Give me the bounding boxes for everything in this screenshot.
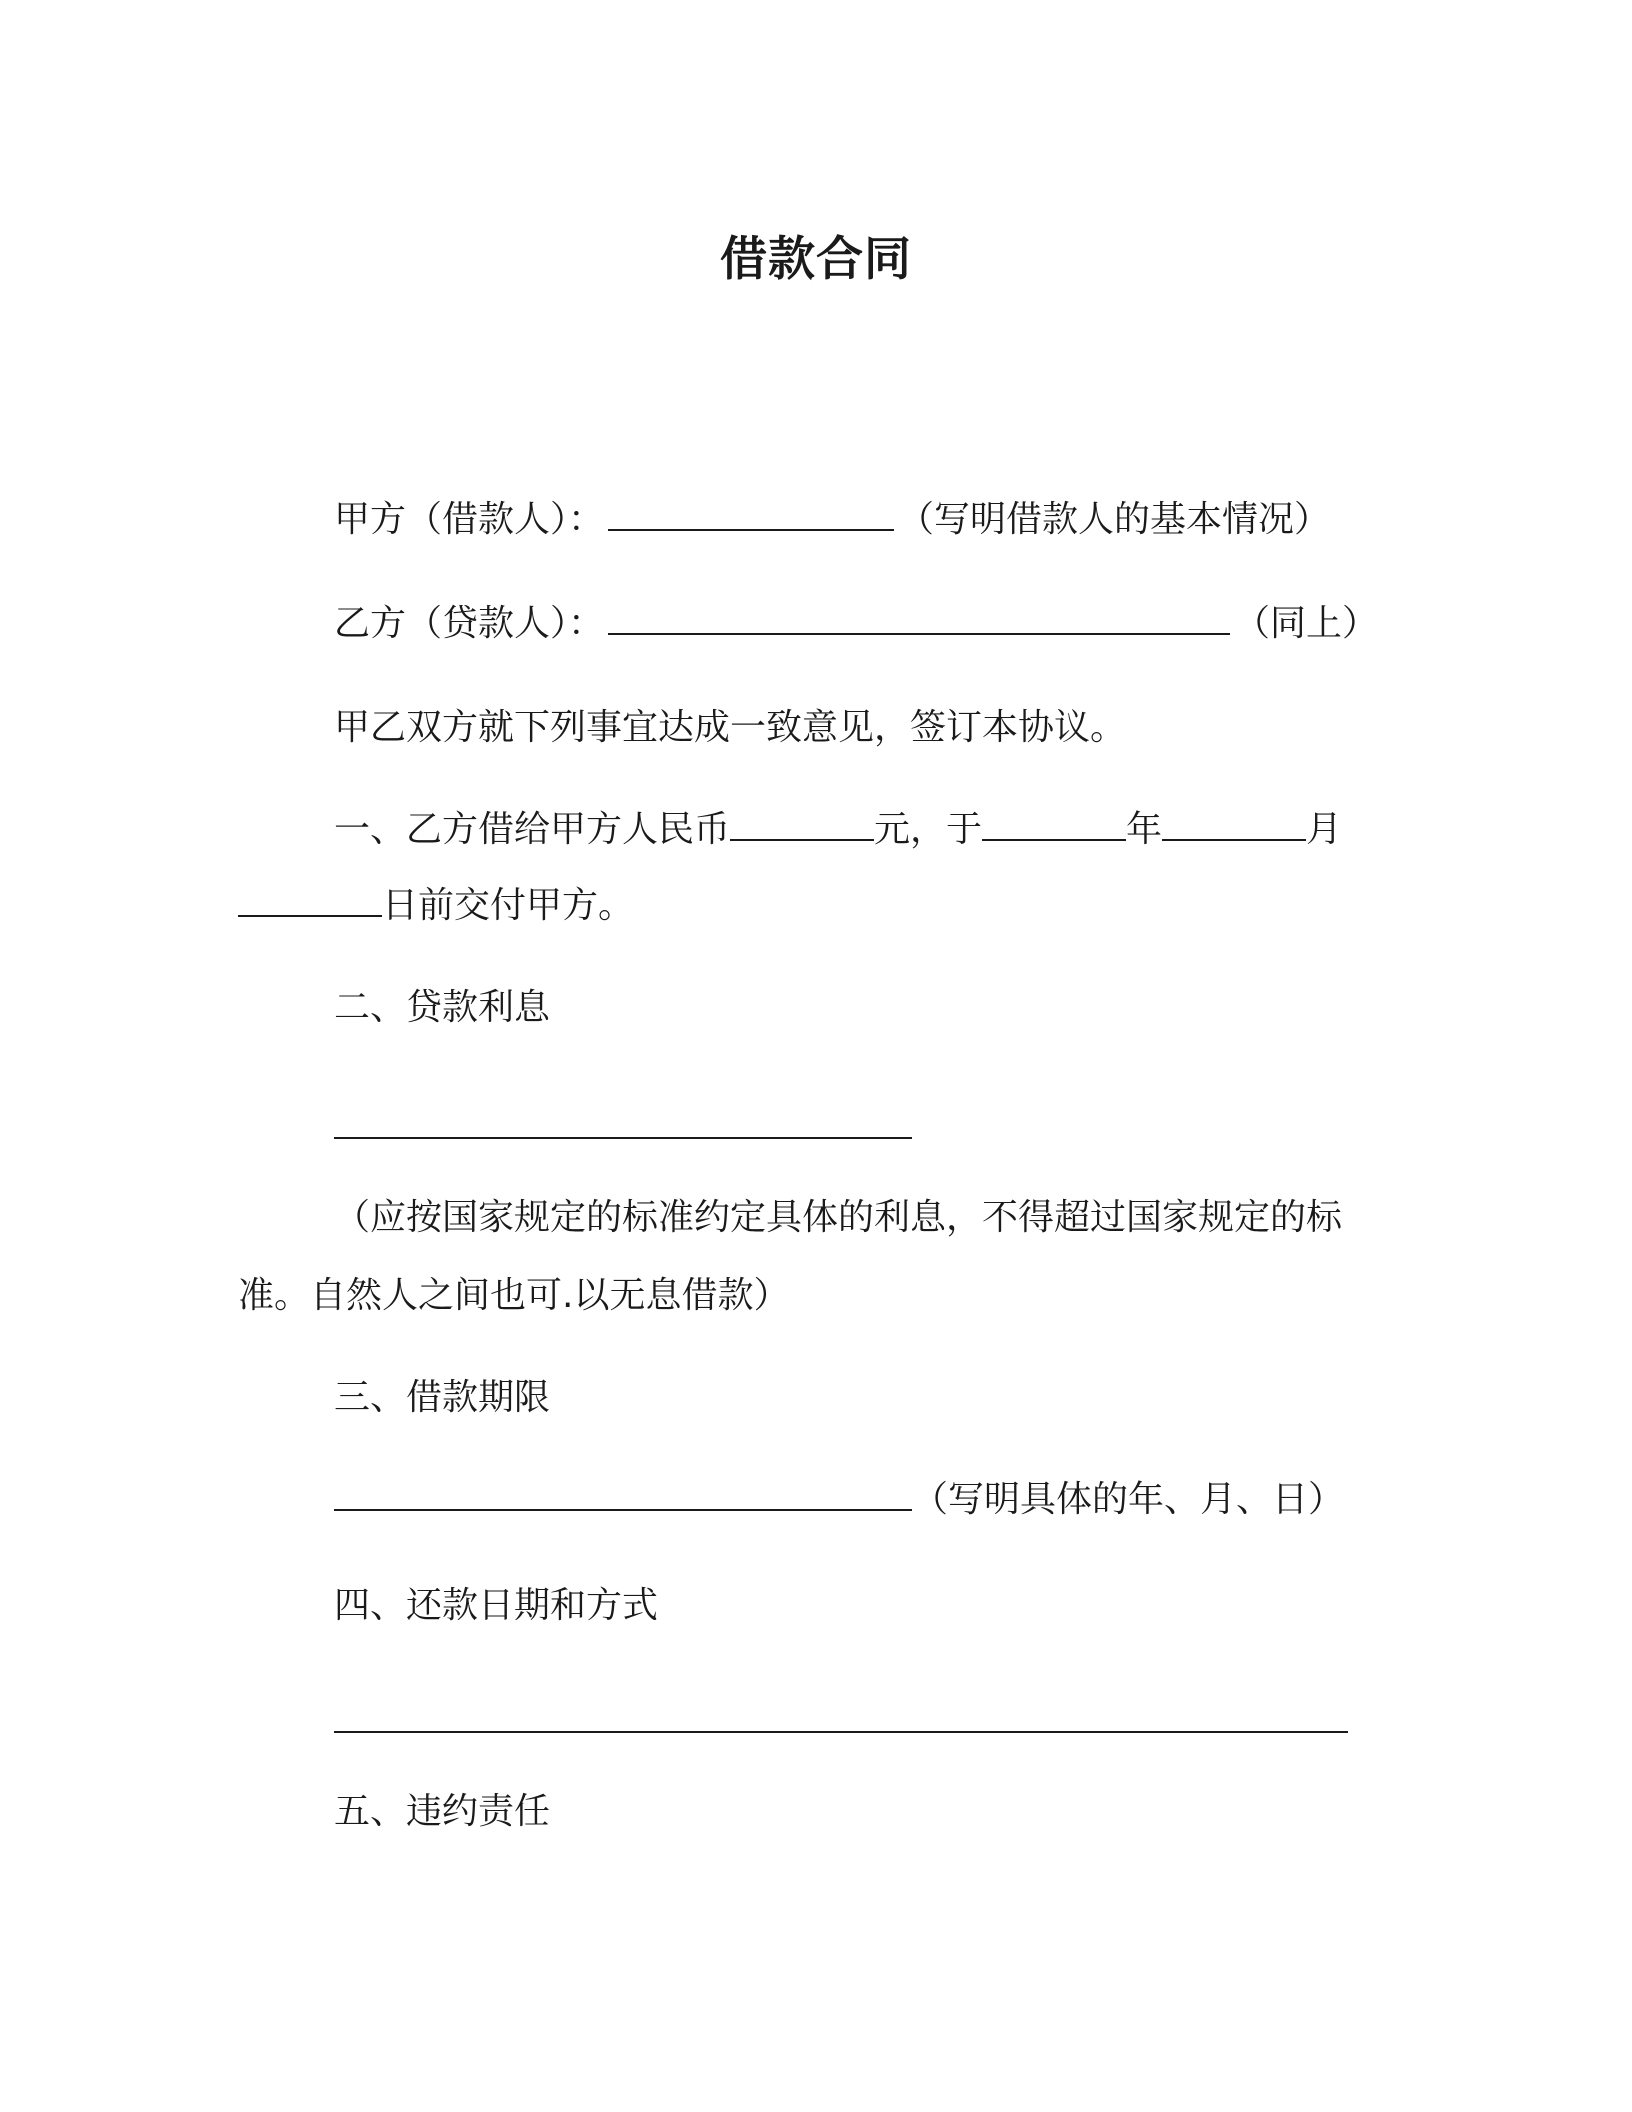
- clause1-part2: 元，于: [874, 809, 983, 850]
- clause3-blank-line: [334, 1478, 1344, 1522]
- clause5-heading: 五、违约责任: [334, 1791, 551, 1832]
- clause2-note-line1: （应按国家规定的标准约定具体的利息，不得超过国家规定的标: [334, 1197, 1343, 1238]
- clause4-heading: 四、还款日期和方式: [334, 1585, 659, 1626]
- clause1-part4: 月: [1306, 809, 1343, 850]
- clause2-blank-line: [334, 1106, 912, 1150]
- intro-paragraph: 甲乙双方就下列事宜达成一致意见，签订本协议。: [334, 707, 1127, 748]
- clause2-heading: 二、贷款利息: [334, 987, 551, 1028]
- party-b-blank: [608, 603, 1230, 635]
- party-a-blank: [608, 499, 894, 531]
- clause1-part5: 日前交付甲方。: [382, 885, 635, 926]
- clause1-part1: 一、乙方借给甲方人民币: [334, 809, 731, 850]
- party-b-note: （同上）: [1234, 603, 1379, 644]
- clause2-note-line2: 准。自然人之间也可.以无息借款）: [238, 1275, 790, 1316]
- party-a-label: 甲方（借款人）：: [334, 499, 605, 540]
- day-blank: [238, 885, 382, 917]
- party-b-line: [334, 602, 1378, 646]
- clause1-line1: [334, 808, 1342, 852]
- interest-blank: [334, 1107, 912, 1139]
- clause4-blank-line: [334, 1700, 1348, 1744]
- document-title: 借款合同: [720, 232, 912, 287]
- term-blank: [334, 1479, 912, 1511]
- year-blank: [982, 809, 1126, 841]
- clause3-heading: 三、借款期限: [334, 1377, 551, 1418]
- month-blank: [1162, 809, 1306, 841]
- clause1-part3: 年: [1126, 809, 1163, 850]
- party-a-line: [334, 498, 1330, 542]
- clause3-note: （写明具体的年、月、日）: [912, 1479, 1345, 1520]
- clause1-line2: [238, 884, 634, 928]
- party-b-label: 乙方（贷款人）：: [334, 603, 605, 644]
- amount-blank: [730, 809, 874, 841]
- party-a-note: （写明借款人的基本情况）: [898, 499, 1331, 540]
- repayment-blank: [334, 1701, 1348, 1733]
